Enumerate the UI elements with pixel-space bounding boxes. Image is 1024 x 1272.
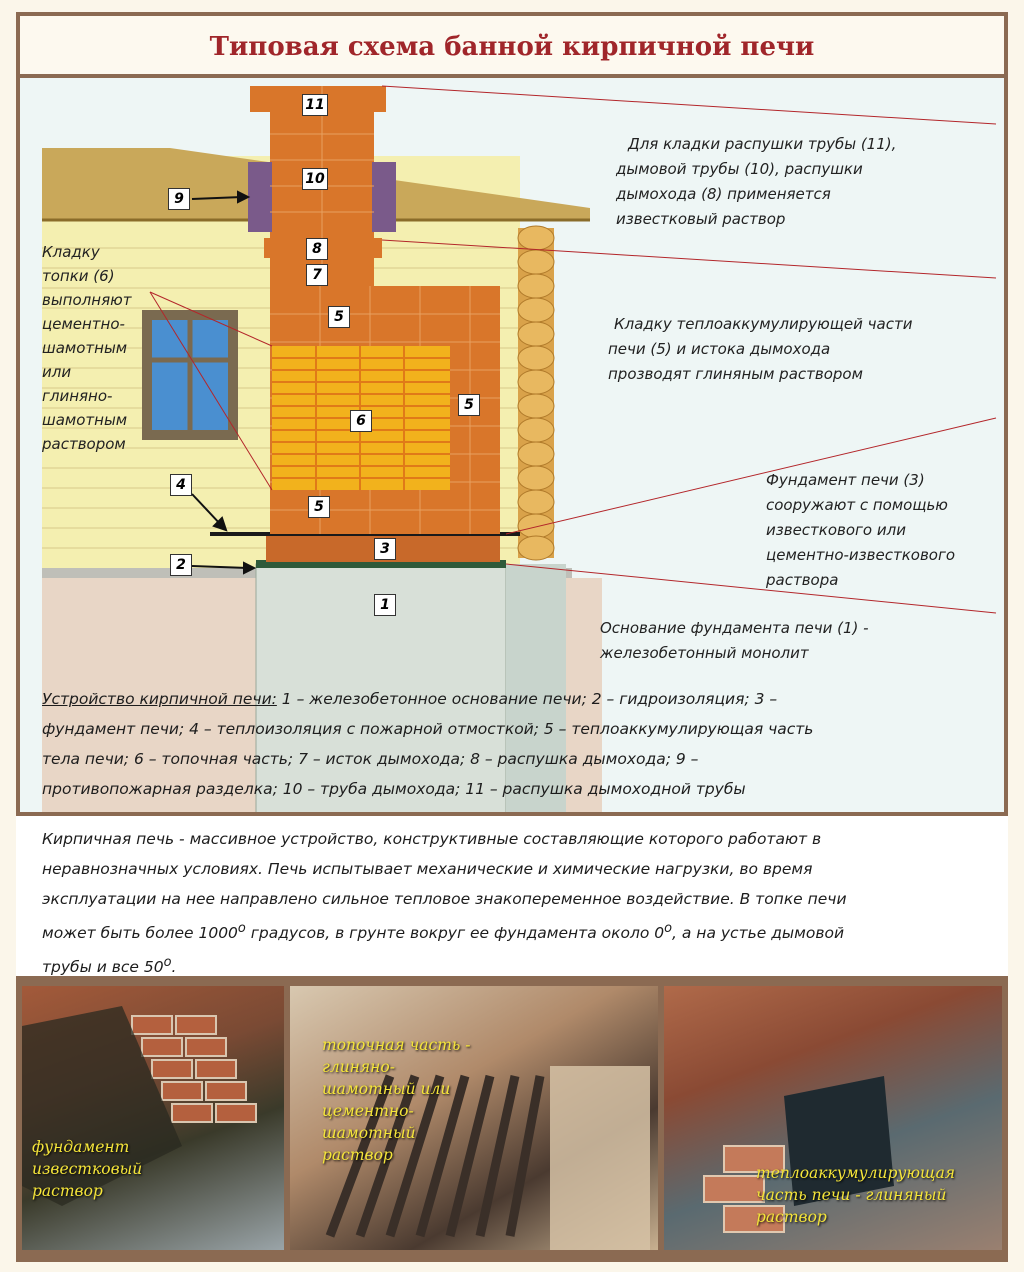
note-heat-storage-mortar: Кладку теплоаккумулирующей части печи (5) и истока дымохода прозводят глиняным раствором <box>608 315 913 383</box>
page-title: Типовая схема банной кирпичной печи <box>209 32 815 62</box>
photo-strip <box>16 976 1008 1262</box>
label-4: 4 <box>170 474 192 496</box>
description-text: Кирпичная печь - массивное устройство, конструктивные составляющие которого работают в неравнозначных условиях. Печь испытывает механические и химические нагрузки, во время эксплуатации на нее направлено сильное тепловое знакопеременное воздействие. В топке печи может быть более $1000^о$ градусов, в грунте вокруг ее фундамента около $0^о$, а на устье дымовой трубы и все $50^о$. <box>42 830 847 977</box>
legend-line-4: противопожарная разделка; 10 – труба дымохода; 11 – распушка дымоходной трубы <box>42 780 746 798</box>
title-box <box>16 12 1008 78</box>
note-firebox-mortar: Кладку топки (6) выполняют цементно- шамотным или глиняно- шамотным раствором <box>42 243 132 453</box>
label-11: 11 <box>302 94 328 116</box>
label-1: 1 <box>374 594 396 616</box>
caption-heat-storage: теплоаккумулирующая часть печи - глиняный раствор <box>756 1164 956 1226</box>
brick-pattern <box>22 986 284 1250</box>
legend-line-2: фундамент печи; 4 – теплоизоляция с пожарной отмосткой; 5 – теплоаккумулирующая часть <box>42 720 814 738</box>
note-foundation-base: Основание фундамента печи (1) - железобетонный монолит <box>600 619 869 662</box>
description-box <box>16 816 1008 976</box>
caption-foundation: фундамент известковый раствор <box>32 1138 143 1200</box>
label-5-bottom: 5 <box>308 496 330 518</box>
label-9: 9 <box>168 188 190 210</box>
label-5-top: 5 <box>328 306 350 328</box>
label-10: 10 <box>302 168 328 190</box>
log-corner <box>518 226 554 560</box>
photo-firebox <box>290 986 658 1250</box>
photo-foundation <box>22 986 284 1250</box>
label-8: 8 <box>306 238 328 260</box>
label-5-right: 5 <box>458 394 480 416</box>
legend-line-3: тела печи; 6 – топочная часть; 7 – исток дымохода; 8 – распушка дымохода; 9 – <box>42 750 699 768</box>
label-7: 7 <box>306 264 328 286</box>
legend-line-1: 1 – железобетонное основание печи; 2 – гидроизоляция; 3 – <box>276 690 778 708</box>
caption-firebox: топочная часть - глиняно- шамотный или цементно- шамотный раствор <box>322 1036 471 1164</box>
legend <box>42 684 982 804</box>
label-6: 6 <box>350 410 372 432</box>
fire-break-right <box>372 162 396 232</box>
note-foundation-mortar: Фундамент печи (3) сооружают с помощью известкового или цементно-известкового раствора <box>766 471 956 589</box>
label-2: 2 <box>170 554 192 576</box>
fire-break-left <box>248 162 272 232</box>
photo-heat-storage <box>664 986 1002 1250</box>
label-3: 3 <box>374 538 396 560</box>
note-chimney-mortar: Для кладки распушки трубы (11), дымовой трубы (10), распушки дымохода (8) применяется известковый раствор <box>616 135 897 228</box>
legend-heading: Устройство кирпичной печи: <box>42 690 277 708</box>
